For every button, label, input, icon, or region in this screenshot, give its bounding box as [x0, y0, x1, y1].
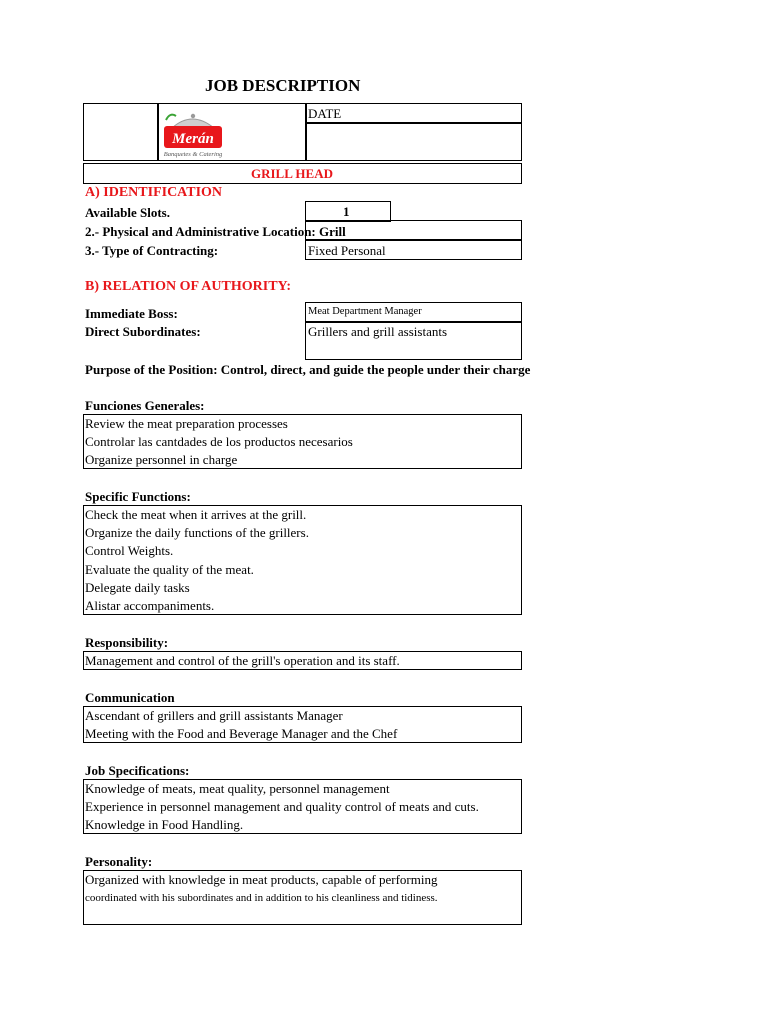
specific-functions-heading: Specific Functions:	[85, 489, 191, 504]
responsibility-heading: Responsibility:	[85, 635, 169, 650]
location-label: 2.- Physical and Administrative Location: Grill	[85, 224, 346, 239]
date-label: DATE	[308, 106, 342, 121]
list-item: coordinated with his subordinates and in addition to his cleanliness and tidiness.	[85, 892, 438, 905]
list-item: Ascendant of grillers and grill assistants Manager	[85, 708, 343, 723]
contracting-label: 3.- Type of Contracting:	[85, 243, 219, 258]
identification-heading: A) IDENTIFICATION	[85, 185, 223, 200]
date-value-cell[interactable]	[305, 122, 522, 161]
responsibility-box	[83, 651, 522, 670]
specific-functions-box	[83, 505, 522, 615]
subordinates-value: Grillers and grill assistants	[308, 324, 448, 339]
personality-heading: Personality:	[85, 854, 153, 869]
list-item: Experience in personnel management and quality control of meats and cuts.	[85, 799, 479, 815]
general-functions-box	[83, 414, 522, 469]
authority-heading: B) RELATION OF AUTHORITY:	[85, 279, 292, 294]
communication-box	[83, 706, 522, 743]
contracting-value: Fixed Personal	[308, 243, 386, 258]
list-item: Meeting with the Food and Beverage Manager and the Chef	[85, 726, 398, 742]
list-item: Delegate daily tasks	[85, 579, 190, 595]
position-title: GRILL HEAD	[251, 166, 333, 181]
list-item: Organized with knowledge in meat products, capable of performing	[85, 872, 438, 887]
subordinates-label: Direct Subordinates:	[85, 324, 201, 339]
job-specifications-heading: Job Specifications:	[85, 763, 190, 778]
slots-label: Available Slots.	[85, 205, 170, 220]
logo-brand-text: Merán	[172, 131, 214, 147]
job-specifications-box	[83, 779, 522, 834]
list-item: Knowledge in Food Handling.	[85, 817, 244, 833]
list-item: Controlar las cantdades de los productos necesarios	[85, 434, 353, 450]
boss-value: Meat Department Manager	[308, 306, 422, 317]
list-item: Knowledge of meats, meat quality, personnel management	[85, 781, 390, 796]
purpose-text: Purpose of the Position: Control, direct, and guide the people under their charge	[85, 362, 531, 377]
boss-label: Immediate Boss:	[85, 306, 178, 321]
list-item: Organize personnel in charge	[85, 452, 238, 468]
list-item: Review the meat preparation processes	[85, 416, 288, 431]
general-functions-heading: Funciones Generales:	[85, 398, 205, 413]
list-item: Control Weights.	[85, 543, 174, 559]
list-item: Management and control of the grill's operation and its staff.	[85, 653, 400, 668]
list-item: Alistar accompaniments.	[85, 597, 215, 613]
personality-box	[83, 870, 522, 925]
communication-heading: Communication	[85, 690, 175, 705]
list-item: Check the meat when it arrives at the grill.	[85, 507, 307, 522]
page-title: JOB DESCRIPTION	[205, 76, 361, 95]
list-item: Organize the daily functions of the grillers.	[85, 525, 309, 541]
header-logo-cell-left	[83, 103, 159, 161]
slots-value: 1	[343, 204, 350, 219]
list-item: Evaluate the quality of the meat.	[85, 561, 254, 577]
company-logo	[160, 106, 226, 160]
logo-tagline-text: Banquetes & Catering	[163, 151, 223, 158]
